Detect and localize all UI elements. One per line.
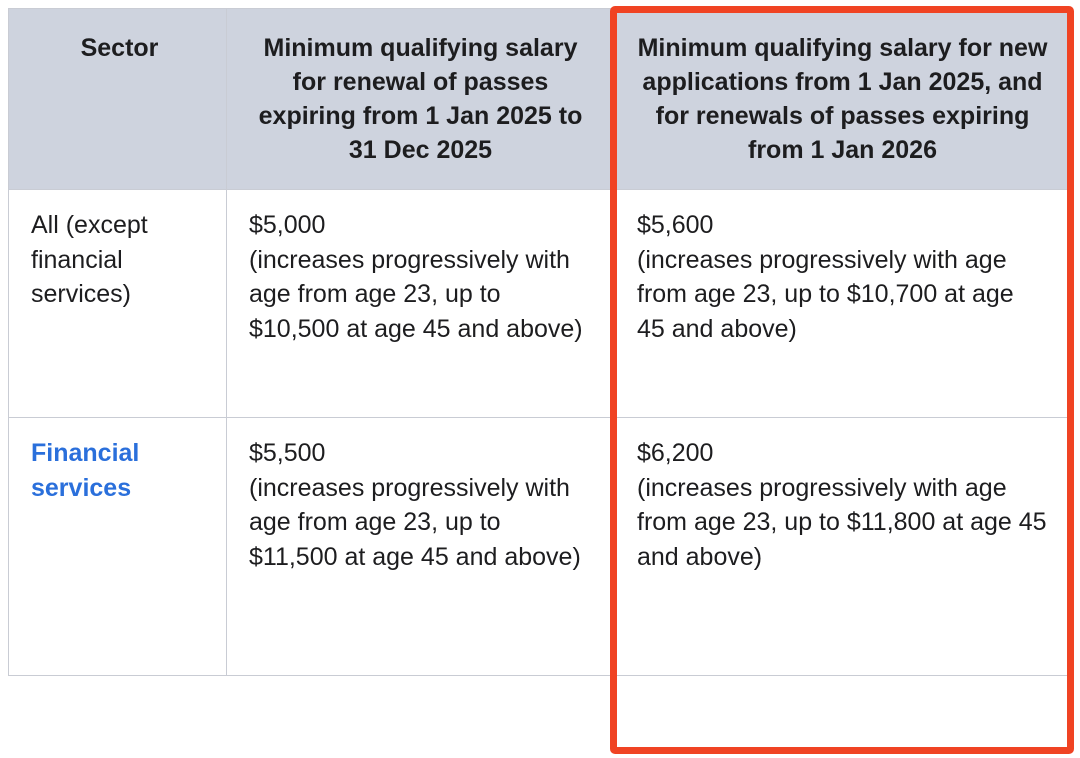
salary-table [8,8,1071,676]
amount-note: (increases progressively with age from age 23, up to $11,800 at age 45 and above) [637,473,1047,571]
amount-note: (increases progressively with age from age 23, up to $10,700 at age 45 and above) [637,245,1014,343]
amount-value: $5,600 [637,211,714,239]
amount-note: (increases progressively with age from age 23, up to $11,500 at age 45 and above) [249,473,581,571]
cell-renewal-2025-financial-services [227,418,615,676]
table-header [9,9,1071,190]
amount-note: (increases progressively with age from age 23, up to $10,500 at age 45 and above) [249,245,583,343]
sector-link-financial-services[interactable]: Financial services [31,439,140,502]
table-body [9,190,1071,676]
table-header-row [9,9,1071,190]
cell-sector-all [9,190,227,418]
column-header-new-from-2025: Minimum qualifying salary for new applications from 1 Jan 2025, and for renewals of passes expiring from 1 Jan 2026 [615,9,1071,190]
cell-new-from-2025-all [615,190,1071,418]
cell-sector-financial-services[interactable] [9,418,227,676]
sector-label-all: All (except financial services) [31,211,148,308]
column-header-renewal-2025: Minimum qualifying salary for renewal of passes expiring from 1 Jan 2025 to 31 Dec 2025 [227,9,615,190]
cell-new-from-2025-financial-services [615,418,1071,676]
table-row [9,190,1071,418]
amount-value: $5,000 [249,211,326,239]
column-header-sector: Sector [9,9,227,190]
table-row [9,418,1071,676]
amount-value: $5,500 [249,439,326,467]
amount-value: $6,200 [637,439,714,467]
cell-renewal-2025-all [227,190,615,418]
